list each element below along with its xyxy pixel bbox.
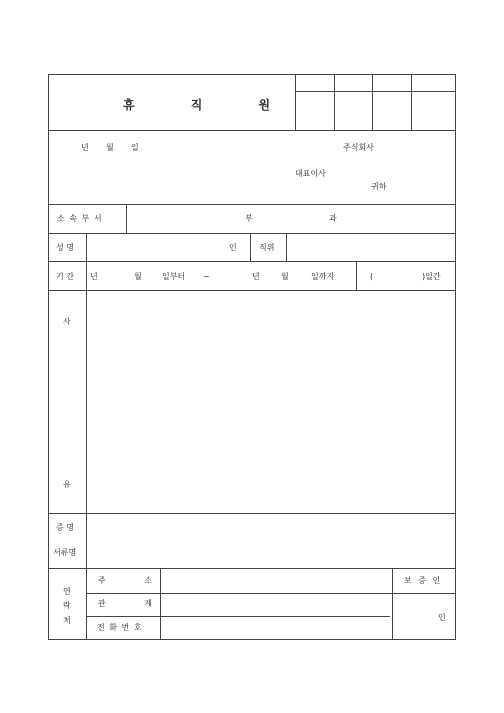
contact-line-2 xyxy=(86,616,390,617)
addressee-row xyxy=(49,131,455,205)
position-divider xyxy=(250,234,251,261)
date-month: 월 xyxy=(106,143,114,152)
name-seal: 인 xyxy=(229,243,237,252)
period-tilde: ~ xyxy=(203,272,210,281)
department-label: 소 속 부 서 xyxy=(57,214,103,223)
period-label: 기 간 xyxy=(56,272,74,281)
period-paren: ( xyxy=(370,272,374,281)
position-value-divider xyxy=(286,234,287,261)
approval-grid-divider xyxy=(372,75,373,130)
guarantor-seal: 인 xyxy=(438,613,446,622)
period-month1: 월 xyxy=(134,272,142,281)
approval-grid-header-line xyxy=(295,91,455,92)
period-year1: 년 xyxy=(90,272,98,281)
department-gwa: 과 xyxy=(329,214,337,223)
period-year2: 년 xyxy=(252,272,260,281)
period-row xyxy=(49,262,455,291)
company-label: 주식회사 xyxy=(343,143,374,152)
department-divider xyxy=(126,205,127,233)
name-divider xyxy=(86,234,87,261)
period-divider xyxy=(86,262,87,290)
phone-label: 전 화 번 호 xyxy=(97,623,143,632)
period-to: 일까지 xyxy=(311,272,335,281)
position-label: 직위 xyxy=(259,243,275,252)
contact-label-3: 처 xyxy=(63,616,71,625)
contact-line-1 xyxy=(86,593,455,594)
reason-divider xyxy=(86,291,87,513)
period-days-divider xyxy=(356,262,357,290)
name-label: 성 명 xyxy=(56,243,74,252)
period-from: 일부터 xyxy=(162,272,186,281)
title-row xyxy=(49,75,455,131)
honorific-label: 귀하 xyxy=(371,182,387,191)
reason-label-top: 사 xyxy=(63,317,71,326)
contact-row xyxy=(49,569,455,639)
period-days: )일간 xyxy=(422,272,441,281)
date-day: 일 xyxy=(131,143,139,152)
proof-label-line1: 증 명 xyxy=(56,523,74,532)
proof-divider xyxy=(86,514,87,568)
contact-label-divider xyxy=(86,569,87,639)
approval-grid-divider xyxy=(334,75,335,130)
department-row xyxy=(49,205,455,234)
proof-label-line2: 서류명 xyxy=(53,548,77,557)
date-year: 년 xyxy=(81,143,89,152)
guarantor-label: 보 증 인 xyxy=(404,576,443,585)
department-bu: 부 xyxy=(245,214,253,223)
form-title: 휴 직 원 xyxy=(123,98,297,112)
leave-application-form xyxy=(48,74,456,640)
contact-label-2: 락 xyxy=(63,601,71,610)
period-month2: 월 xyxy=(281,272,289,281)
address-label: 주 소 xyxy=(98,576,170,585)
guarantor-divider xyxy=(392,569,393,639)
approval-grid-divider xyxy=(411,75,412,130)
approval-grid-left-border xyxy=(295,75,296,130)
contact-label-1: 연 xyxy=(63,587,71,596)
relation-label: 관 계 xyxy=(98,599,170,608)
ceo-label: 대표이사 xyxy=(295,169,326,178)
reason-row xyxy=(49,291,455,514)
name-row xyxy=(49,234,455,262)
proof-row xyxy=(49,514,455,569)
reason-label-bottom: 유 xyxy=(63,480,71,489)
